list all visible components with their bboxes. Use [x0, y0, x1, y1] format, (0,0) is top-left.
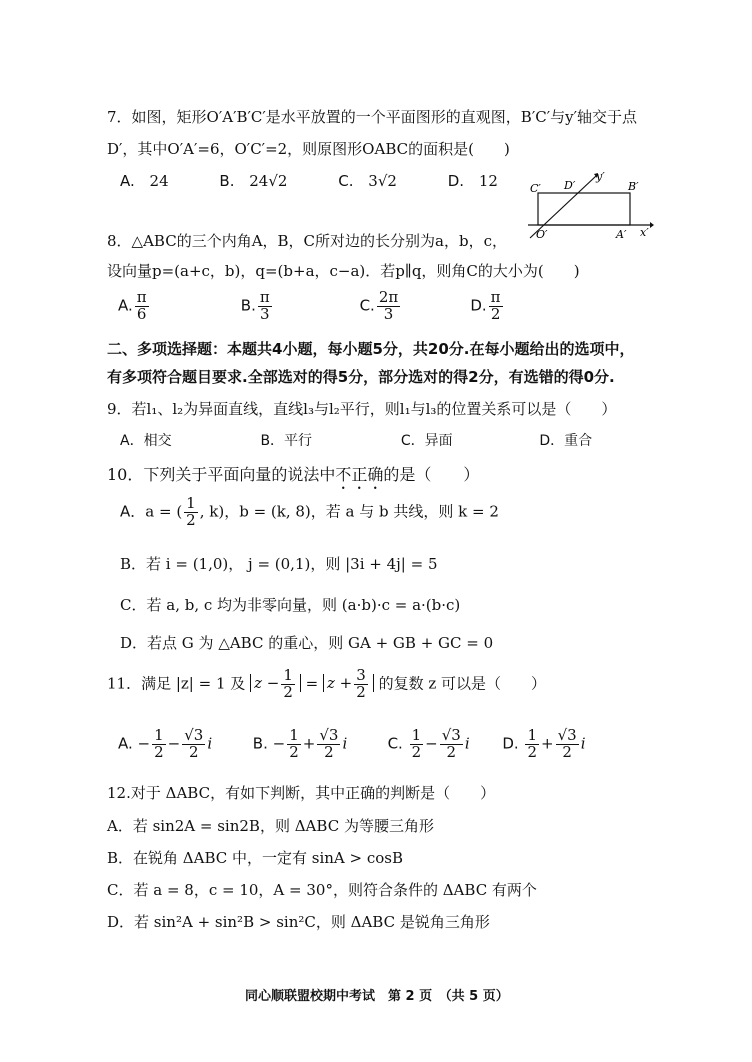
q11-options: [118, 728, 586, 761]
q8-option-b: B. $\frac{\pi}{3}$: [240, 288, 270, 323]
q11-option-d: D. $\frac{1}{2}$ + $\frac{√3}{2}$ i: [502, 726, 586, 761]
q8-line1: 8．△ABC的三个内角A，B，C所对边的长分别为a，b，c，: [107, 232, 507, 250]
q7-option-d-value: 12: [478, 172, 498, 190]
q11-option-c: C. $\frac{1}{2}$ − $\frac{√3}{2}$ i: [387, 726, 470, 761]
q8-line2: 设向量p=(a+c，b)，q=(b+a，c−a)．若p∥q，则角C的大小为( ): [107, 262, 580, 280]
fig-label-y: y′: [596, 170, 605, 183]
q7-figure: [524, 170, 654, 242]
fig-label-x: x′: [640, 226, 649, 239]
q10-option-d: D．若点 G 为 △ABC 的重心，则 GA + GB + GC = 0: [120, 634, 494, 652]
fig-label-d: D′: [564, 179, 576, 192]
q9-option-c: C．异面: [400, 433, 453, 449]
q7-option-c-value: 3√2: [368, 172, 397, 190]
section2-line2: 有多项符合题目要求.全部选对的得5分，部分选对的得2分，有选错的得0分.: [107, 368, 615, 386]
q10-option-a: A．a = ( $\frac{1}{2}$ , k)，b = (k, 8)，若 a 与 b 共线，则 k = 2: [120, 494, 499, 529]
q8-option-c: C. $\frac{2\pi}{3}$: [359, 288, 399, 323]
page-footer: 同心顺联盟校期中考试 第 2 页 （共 5 页）: [245, 989, 509, 1004]
q8-options: [118, 290, 505, 323]
fig-label-o: O′: [536, 228, 548, 241]
q11-abs-1: z − $\frac{1}{2}$: [250, 674, 301, 692]
fig-label-b: B′: [628, 180, 639, 193]
q12-option-a: A．若 sin2A = sin2B，则 ΔABC 为等腰三角形: [107, 817, 434, 835]
q12-option-d: D．若 sin²A + sin²B > sin²C，则 ΔABC 是锐角三角形: [107, 913, 490, 931]
fig-label-c: C′: [530, 182, 541, 195]
q9-option-b: B．平行: [260, 433, 313, 449]
q11-option-a: A. − $\frac{1}{2}$ − $\frac{√3}{2}$ i: [118, 726, 213, 761]
fig-label-a: A′: [616, 228, 627, 241]
q9-options: [120, 430, 592, 450]
q7-option-b-value: 24√2: [249, 172, 288, 190]
q10-stem: 10．下列关于平面向量的说法中不正确的是（ ）: [107, 465, 480, 484]
q10-option-c: C．若 a, b, c 均为非零向量，则 (a·b)·c = a·(b·c): [120, 596, 461, 614]
q9-stem: 9．若l₁、l₂为异面直线，直线l₃与l₂平行，则l₁与l₃的位置关系可以是（ ）: [107, 400, 617, 418]
q8-option-a: A. $\frac{\pi}{6}$: [118, 288, 147, 323]
q11-abs-2: z + $\frac{3}{2}$: [323, 674, 374, 692]
section2-line1: 二、多项选择题：本题共4小题，每小题5分，共20分.在每小题给出的选项中，: [107, 340, 635, 358]
q9-option-d: D．重合: [539, 433, 593, 449]
q8-option-d: D. $\frac{\pi}{2}$: [470, 288, 501, 323]
q9-option-a: A．相交: [120, 433, 172, 449]
q12-stem: 12.对于 ΔABC，有如下判断，其中正确的判断是（ ）: [107, 784, 496, 802]
q7-option-a-label: A.: [120, 172, 135, 190]
q7-option-c-label: C.: [338, 172, 354, 190]
q10-option-b: B．若 i = (1,0)， j = (0,1)，则 |3i + 4j| = 5: [120, 555, 438, 573]
q7-option-b-label: B.: [219, 172, 235, 190]
q11-option-b: B. − $\frac{1}{2}$ + $\frac{√3}{2}$ i: [252, 726, 348, 761]
q12-option-c: C．若 a = 8，c = 10，A = 30°，则符合条件的 ΔABC 有两个: [107, 881, 537, 899]
q7-options: [120, 172, 498, 190]
q12-option-b: B．在锐角 ΔABC 中，一定有 sinA > cosB: [107, 849, 404, 867]
q10-emphasis: 不正确: [335, 465, 384, 484]
q11-stem: 11．满足 |z| = 1 及 z − $\frac{1}{2}$ = z + $\frac{3}{2}$ 的复数 z 可以是（ ）: [107, 666, 547, 701]
q7-line2: D′，其中O′A′=6，O′C′=2，则原图形OABC的面积是( ): [107, 140, 510, 158]
q7-option-a-value: 24: [149, 172, 169, 190]
q7-line1: 7．如图，矩形O′A′B′C′是水平放置的一个平面图形的直观图，B′C′与y′轴交于点: [107, 108, 637, 126]
q7-option-d-label: D.: [447, 172, 465, 190]
